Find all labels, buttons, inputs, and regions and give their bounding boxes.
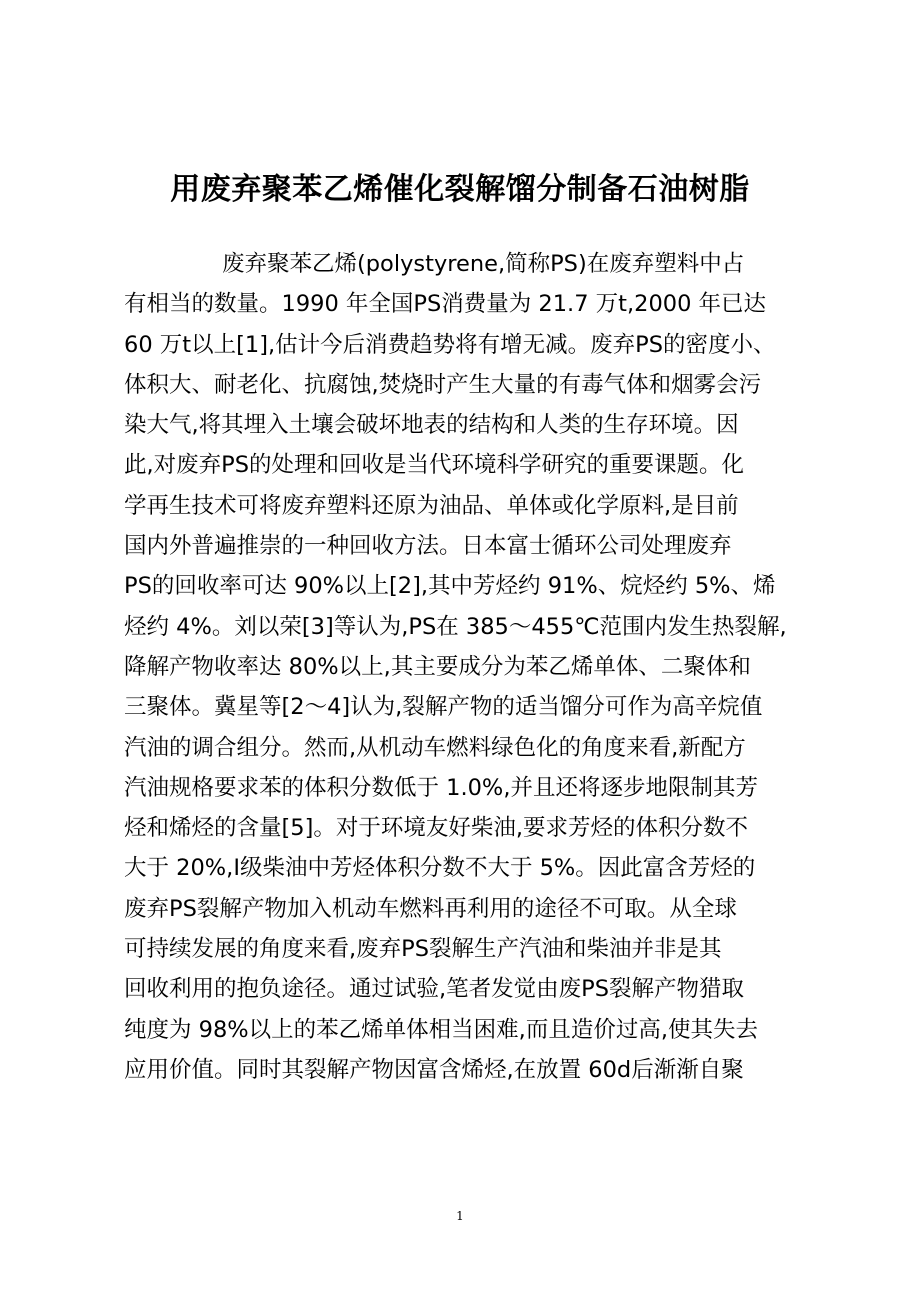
paragraph-line: 降解产物收率达 80%以上,其主要成分为苯乙烯单体、二聚体和 xyxy=(124,653,751,680)
paragraph-line: 汽油的调合组分。然而,从机动车燃料绿色化的角度来看,新配方 xyxy=(124,734,746,761)
paragraph-line: 体积大、耐老化、抗腐蚀,焚烧时产生大量的有毒气体和烟雾会污 xyxy=(124,371,762,398)
paragraph-line: 汽油规格要求苯的体积分数低于 1.0%,并且还将逐步地限制其芳 xyxy=(124,774,758,801)
paragraph-line: 染大气,将其埋入土壤会破坏地表的结构和人类的生存环境。因 xyxy=(124,412,739,439)
paragraph-line: 大于 20%,I级柴油中芳烃体积分数不大于 5%。因此富含芳烃的 xyxy=(124,855,756,882)
paragraph-line: 废弃PS裂解产物加入机动车燃料再利用的途径不可取。从全球 xyxy=(124,895,737,922)
paragraph-line: 三聚体。冀星等[2～4]认为,裂解产物的适当馏分可作为高辛烷值 xyxy=(124,694,763,721)
paragraph-line: 烃和烯烃的含量[5]。对于环境友好柴油,要求芳烃的体积分数不 xyxy=(124,815,749,842)
paragraph-line: 有相当的数量。1990 年全国PS消费量为 21.7 万t,2000 年已达 xyxy=(124,291,767,318)
paragraph-line: 烃约 4%。刘以荣[3]等认为,PS在 385～455℃范围内发生热裂解, xyxy=(124,613,787,640)
page-number: 1 xyxy=(456,1209,464,1223)
paragraph-line: 此,对废弃PS的处理和回收是当代环境科学研究的重要课题。化 xyxy=(124,452,745,479)
paragraph-line: 可持续发展的角度来看,废弃PS裂解生产汽油和柴油并非是其 xyxy=(124,936,722,963)
paragraph-line: 应用价值。同时其裂解产物因富含烯烃,在放置 60d后渐渐自聚 xyxy=(124,1056,744,1083)
paragraph-line: 国内外普遍推崇的一种回收方法。日本富士循环公司处理废弃 xyxy=(124,533,732,560)
paragraph-line: 回收利用的抱负途径。通过试验,笔者发觉由废PS裂解产物猎取 xyxy=(124,976,745,1003)
paragraph-line: 60 万t以上[1],估计今后消费趋势将有增无减。废弃PS的密度小、 xyxy=(124,331,776,358)
paragraph-line: PS的回收率可达 90%以上[2],其中芳烃约 91%、烷烃约 5%、烯 xyxy=(124,573,776,600)
paragraph-line: 学再生技术可将废弃塑料还原为油品、单体或化学原料,是目前 xyxy=(124,492,739,519)
paragraph-line: 废弃聚苯乙烯(polystyrene,简称PS)在废弃塑料中占 xyxy=(222,251,745,277)
document-title: 用废弃聚苯乙烯催化裂解馏分制备石油树脂 xyxy=(170,172,750,207)
body-paragraph xyxy=(124,244,808,1090)
paragraph-line: 纯度为 98%以上的苯乙烯单体相当困难,而且造价过高,使其失去 xyxy=(124,1016,758,1043)
